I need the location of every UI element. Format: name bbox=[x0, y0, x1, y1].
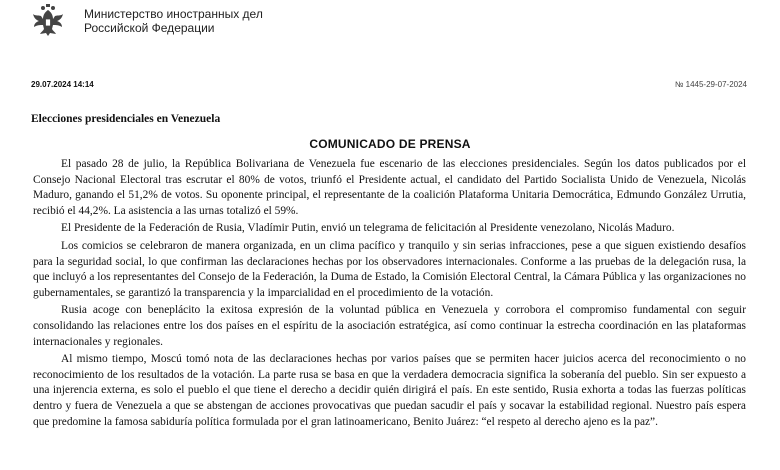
press-release-title: COMUNICADO DE PRENSA bbox=[309, 137, 471, 151]
body-paragraph: Rusia acoge con beneplácito la exitosa expresión de la voluntad pública en Venezuela y corrobora el compromiso fundamental con seguir consolidando las relaciones entre los dos países en el espíritu de la asociación estratégica, así como continuar la estrecha coordinación en las plataformas internacionales y regionales. bbox=[33, 304, 746, 348]
body-paragraph: El Presidente de la Federación de Rusia, Vladímir Putin, envió un telegrama de felicitación al Presidente venezolano, Nicolás Maduro. bbox=[61, 222, 675, 235]
document-body bbox=[33, 157, 746, 432]
body-paragraph: El pasado 28 de julio, la República Bolivariana de Venezuela fue escenario de las elecciones presidenciales. Según los datos publicados por el Consejo Nacional Electoral tras escrutar el 80% de votos, triunfó el Presidente actual, el candidato del Partido Socialista Unido de Venezuela, Nicolás Maduro, ganando el 51,2% de votos. Su oponente principal, el representante de la coalición Plataforma Unitaria Democrática, Edmundo González Urrutia, recibió el 44,2%. La asistencia a las urnas totalizó el 59%. bbox=[33, 158, 746, 217]
ministry-name-line2: Российской Федерации bbox=[84, 21, 215, 35]
document-number: № 1445-29-07-2024 bbox=[674, 80, 747, 89]
body-paragraph: Los comicios se celebraron de manera organizada, en un clima pacífico y tranquilo y sin serias infracciones, pese a que siguen existiendo desafíos para la seguridad social, lo que confirman las declaraciones hechas por los observadores internacionales. Conforme a las pruebas de la delegación rusa, la que incluyó a los representantes del Consejo de la Federación, la Duma de Estado, la Comisión Electoral Central, la Cámara Pública y las organizaciones no gubernamentales, se garantizó la transparencia y la imparcialidad en el procedimiento de la votación. bbox=[33, 239, 746, 299]
ministry-name-line1: Министерство иностранных дел bbox=[84, 7, 263, 21]
letterhead bbox=[30, 3, 263, 39]
publication-date: 29.07.2024 14:14 bbox=[31, 80, 94, 89]
document-subject: Elecciones presidenciales en Venezuela bbox=[31, 113, 221, 125]
document-meta bbox=[31, 80, 747, 92]
double-headed-eagle-icon bbox=[30, 3, 66, 39]
ministry-name bbox=[84, 7, 263, 35]
body-paragraph: Al mismo tiempo, Moscú tomó nota de las declaraciones hechas por varios países que se permiten hacer juicios acerca del reconocimiento o no reconocimiento de los resultados de la votación. La parte rusa se basa en que la verdadera democracia significa la soberanía del pueblo. Sin ser expuesto a una injerencia externa, es solo el pueblo el que tiene el derecho a decidir quién dirigirá el país. En este sentido, Rusia exhorta a todas las fuerzas políticas dentro y fuera de Venezuela a que se abstengan de acciones provocativas que puedan sacudir el país y socavar la estabilidad regional. Nuestro país espera que predomine la famosa sabiduría política formulada por el gran latinoamericano, Benito Juárez: “el respeto al derecho ajeno es la paz”. bbox=[33, 353, 746, 428]
